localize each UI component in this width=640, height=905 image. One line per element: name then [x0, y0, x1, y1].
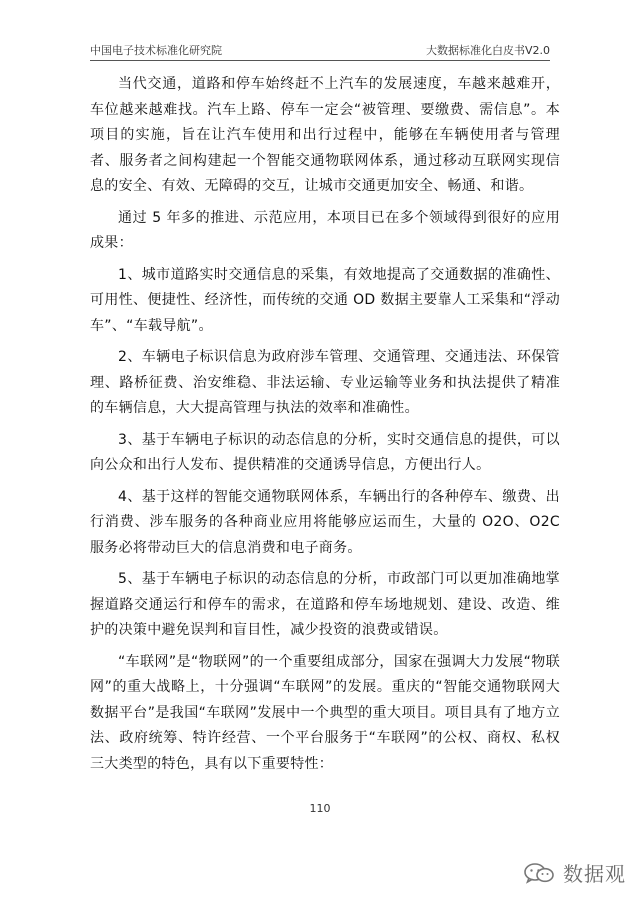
body-text: [90, 72, 560, 783]
page-header: [90, 38, 550, 58]
paragraph-connected-vehicles: “车联网”是“物联网”的一个重要组成部分，国家在强调大力发展“物联网”的重大战略上，十分强调“车联网”的发展。重庆的“智能交通物联网大数据平台”是我国“车联网”发展中一个典型的重大项目。项目具有了地方立法、政府统筹、特许经营、一个平台服务于“车联网”的公权、商权、私权三大类型的特色，具有以下重要特性：: [90, 653, 560, 772]
paragraph-result-4: 4、基于这样的智能交通物联网体系，车辆出行的各种停车、缴费、出行消费、涉车服务的各种商业应用将能够应运而生，大量的 O2O、O2C 服务必将带动巨大的信息消费和电子商务。: [90, 488, 560, 556]
paragraph-result-3: 3、基于车辆电子标识的动态信息的分析，实时交通信息的提供，可以向公众和出行人发布、提供精准的交通诱导信息，方便出行人。: [90, 431, 560, 473]
paragraph-result-2: 2、车辆电子标识信息为政府涉车管理、交通管理、交通违法、环保管理、路桥征费、治安维稳、非法运输、专业运输等业务和执法提供了精准的车辆信息，大大提高管理与执法的效率和准确性。: [90, 349, 560, 416]
paragraph-results-lead: 通过 5 年多的推进、示范应用，本项目已在多个领域得到很好的应用成果：: [90, 209, 560, 251]
paragraph-result-1: 1、城市道路实时交通信息的采集，有效地提高了交通数据的准确性、可用性、便捷性、经济性，而传统的交通 OD 数据主要靠人工采集和“浮动车”、“车载导航”。: [90, 266, 560, 334]
paragraph-result-5: 5、基于车辆电子标识的动态信息的分析，市政部门可以更加准确地掌握道路交通运行和停车的需求，在道路和停车场地规划、建设、改造、维护的决策中避免误判和盲目性，减少投资的浪费或错误。: [90, 571, 560, 638]
wechat-icon: [523, 862, 555, 884]
page-number: 110: [309, 802, 331, 815]
header-document-title: 大数据标准化白皮书V2.0: [425, 44, 550, 57]
watermark-text: 数据观: [563, 862, 626, 886]
header-divider: [90, 60, 550, 61]
watermark: [523, 858, 626, 887]
header-organization: 中国电子技术标准化研究院: [90, 44, 222, 57]
paragraph-intro: 当代交通，道路和停车始终赶不上汽车的发展速度，车越来越难开，车位越来越难找。汽车上路、停车一定会“被管理、要缴费、需信息”。本项目的实施，旨在让汽车使用和出行过程中，能够在车辆使用者与管理者、服务者之间构建起一个智能交通物联网体系，通过移动互联网实现信息的安全、有效、无障碍的交互，让城市交通更加安全、畅通、和谐。: [90, 76, 560, 194]
